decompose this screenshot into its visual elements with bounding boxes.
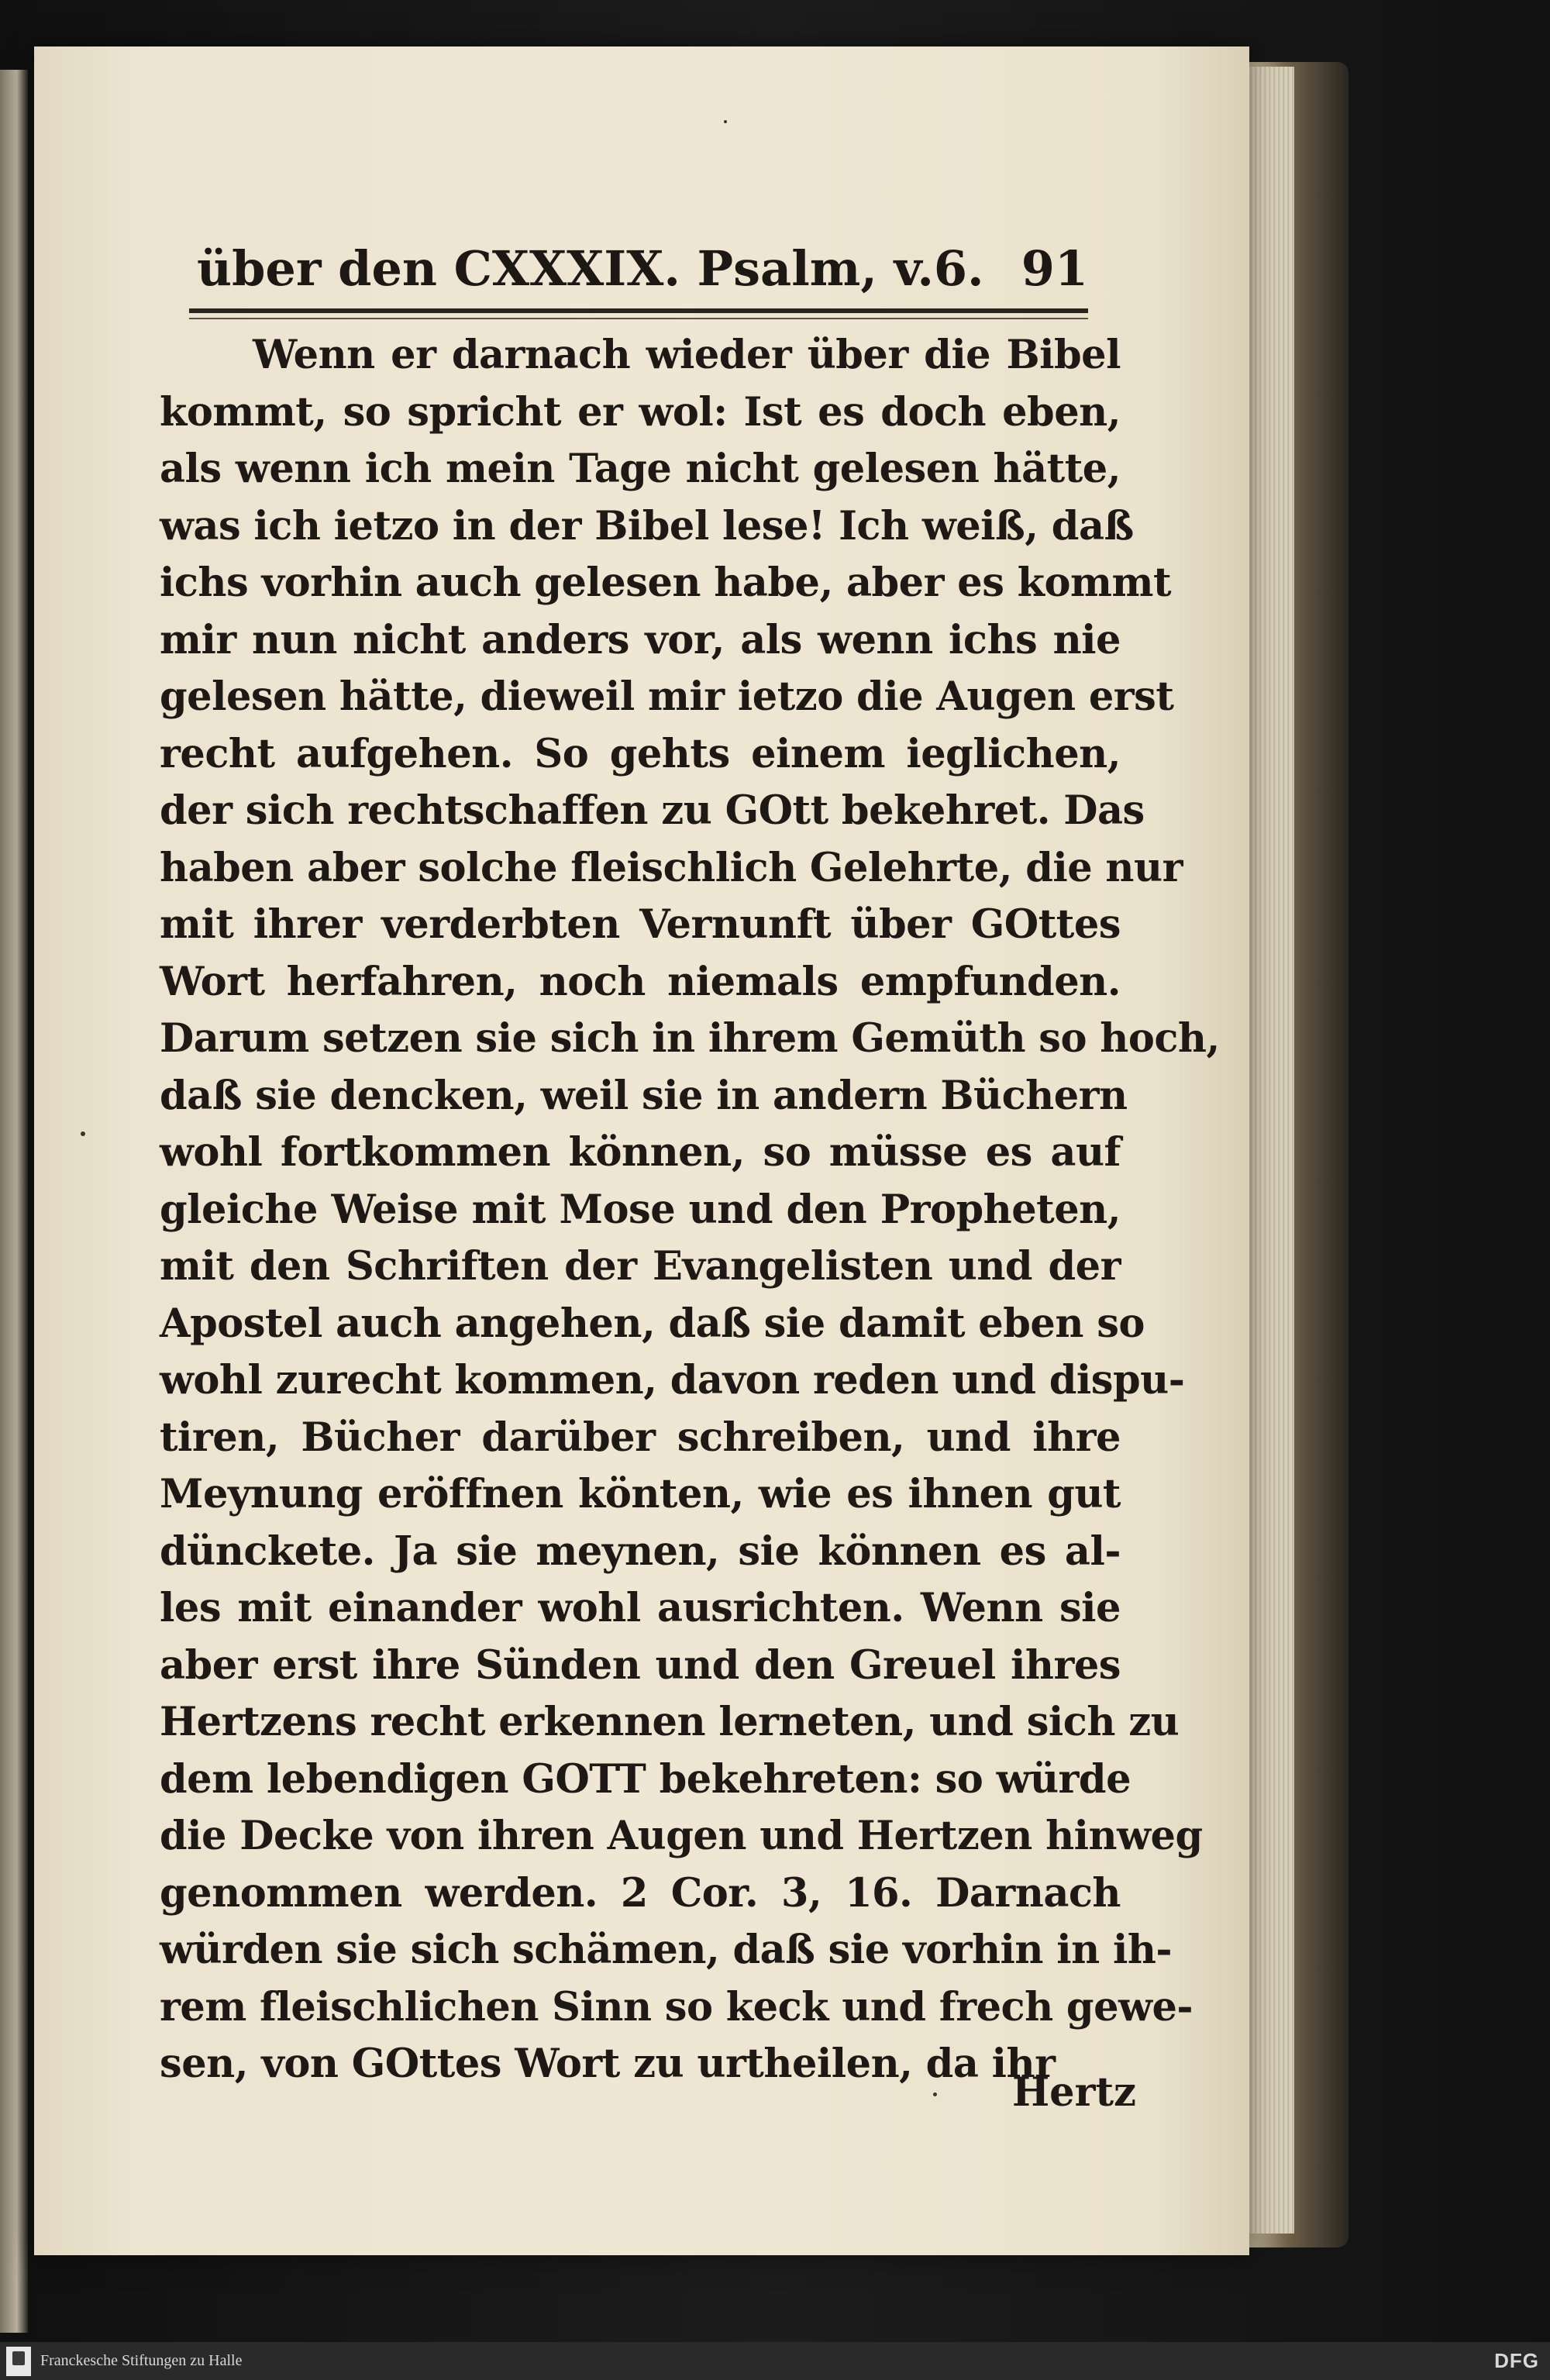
running-head: [197, 240, 1088, 297]
text-line: daß sie dencken, weil sie in andern Büchern: [160, 1072, 1128, 1119]
text-line: wohl fortkommen können, so müsse es auf: [160, 1129, 1121, 1176]
text-line: Wort herfahren, noch niemals empfunden.: [160, 958, 1121, 1005]
header-rule: [189, 308, 1088, 313]
viewer-footer: [0, 2342, 1550, 2380]
running-head-title: über den CXXXIX. Psalm, v.6.: [197, 240, 984, 297]
text-line: als wenn ich mein Tage nicht gelesen hätte,: [160, 446, 1121, 492]
paper-speck: [933, 2092, 937, 2096]
text-line: rem fleischlichen Sinn so keck und frech gewe-: [160, 1983, 1194, 2030]
text-line: wohl zurecht kommen, davon reden und dispu-: [160, 1357, 1185, 1404]
text-line: Darum setzen sie sich in ihrem Gemüth so hoch,: [160, 1015, 1220, 1062]
text-line: dem lebendigen GOTT bekehreten: so würde: [160, 1755, 1132, 1803]
text-line: der sich rechtschaffen zu GOtt bekehret. Das: [160, 787, 1145, 834]
body-text: [160, 327, 1220, 2093]
text-line: Hertzens recht erkennen lerneten, und sich zu: [160, 1699, 1180, 1745]
text-line: genommen werden. 2 Cor. 3, 16. Darnach: [160, 1869, 1121, 1917]
header-rule-thin: [189, 318, 1088, 319]
text-line: Apostel auch angehen, daß sie damit eben so: [160, 1300, 1145, 1347]
text-line: haben aber solche fleischlich Gelehrte, die nur: [160, 844, 1183, 891]
text-line: kommt, so spricht er wol: Ist es doch eben,: [160, 388, 1121, 436]
facing-page-edge: [0, 70, 28, 2333]
text-line: die Decke von ihren Augen und Hertzen hinweg: [160, 1813, 1203, 1859]
text-line: was ich ietzo in der Bibel lese! Ich weiß, daß: [160, 502, 1134, 549]
text-line: würden sie sich schämen, daß sie vorhin in ih-: [160, 1927, 1173, 1973]
page-number: 91: [1021, 240, 1088, 297]
text-line: les mit einander wohl ausrichten. Wenn sie: [160, 1585, 1121, 1631]
footer-institution-block: [0, 2347, 242, 2376]
catchword: Hertz: [1012, 2069, 1137, 2116]
text-line: dünckete. Ja sie meynen, sie können es al-: [160, 1528, 1121, 1575]
book-page: [34, 46, 1249, 2255]
institution-logo-icon: [6, 2347, 31, 2376]
paper-speck: [724, 120, 727, 123]
text-line: recht aufgehen. So gehts einem ieglichen,: [160, 730, 1121, 777]
funder-logo: DFG: [1494, 2349, 1539, 2372]
text-line: aber erst ihre Sünden und den Greuel ihres: [160, 1641, 1121, 1689]
text-line: tiren, Bücher darüber schreiben, und ihre: [160, 1414, 1121, 1461]
text-line: ichs vorhin auch gelesen habe, aber es kommt: [160, 560, 1171, 606]
text-line: gelesen hätte, dieweil mir ietzo die Augen erst: [160, 673, 1174, 720]
text-line: gleiche Weise mit Mose und den Propheten,: [160, 1186, 1121, 1233]
text-line: sen, von GOttes Wort zu urtheilen, da ihr: [160, 2041, 1056, 2087]
text-line: mit ihrer verderbten Vernunft über GOttes: [160, 901, 1121, 948]
text-line: mir nun nicht anders vor, als wenn ichs nie: [160, 616, 1121, 663]
institution-name: Franckesche Stiftungen zu Halle: [40, 2352, 243, 2369]
text-line: Meynung eröffnen könten, wie es ihnen gut: [160, 1471, 1121, 1517]
text-line: Wenn er darnach wieder über die Bibel: [253, 332, 1121, 378]
text-line: mit den Schriften der Evangelisten und der: [160, 1243, 1121, 1290]
paper-speck: [81, 1131, 85, 1136]
